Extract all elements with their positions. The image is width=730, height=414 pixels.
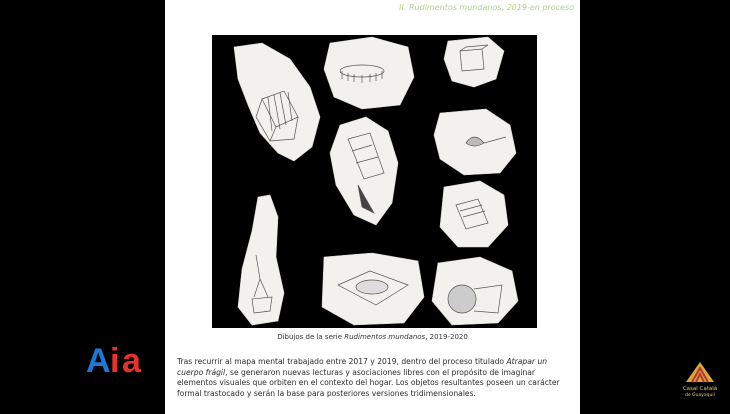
body-italic-title: Atrapar un cuerpo frágil bbox=[177, 357, 548, 377]
body-part2: , se generaron nuevas lecturas y asociaciones libres con el propósito de imaginar elementos visuales que orbiten en el contexto del hogar. Los objetos resultantes poseen un carácter formal trastocado y serán la base para posteriores versiones tridimensionales. bbox=[177, 367, 560, 398]
casal-emblem-icon bbox=[676, 360, 724, 384]
presentation-slide bbox=[165, 0, 580, 414]
drawing-hemisphere bbox=[432, 257, 518, 325]
section-title: II. Rudimentos mundanos, 2019-en proceso bbox=[399, 3, 574, 12]
drawings-collage bbox=[212, 35, 537, 328]
casal-subtitle: de Guayaquil bbox=[685, 393, 715, 398]
aia-logo-mark bbox=[86, 342, 156, 376]
drawings-artwork bbox=[212, 35, 537, 328]
drawing-ladder bbox=[330, 117, 398, 225]
casal-catala-logo bbox=[676, 360, 724, 404]
body-part1: Tras recurrir al mapa mental trabajado entre 2017 y 2019, dentro del proceso titulado bbox=[177, 357, 507, 366]
drawing-figure bbox=[238, 195, 284, 325]
aia-logo bbox=[86, 342, 156, 376]
aia-letter-i: i bbox=[110, 342, 120, 376]
aia-letter-a1: A bbox=[86, 342, 111, 376]
aia-letter-a2: a bbox=[122, 342, 141, 376]
drawing-cage bbox=[234, 43, 320, 161]
caption-suffix: , 2019-2020 bbox=[425, 333, 468, 341]
casal-name: Casal Català bbox=[682, 386, 718, 392]
caption-prefix: Dibujos de la serie bbox=[277, 333, 345, 341]
artwork-caption bbox=[165, 333, 580, 341]
description-paragraph bbox=[177, 357, 569, 399]
caption-series: Rudimentos mundanos bbox=[344, 333, 426, 341]
drawing-ring bbox=[324, 37, 414, 109]
drawing-box bbox=[444, 37, 504, 87]
